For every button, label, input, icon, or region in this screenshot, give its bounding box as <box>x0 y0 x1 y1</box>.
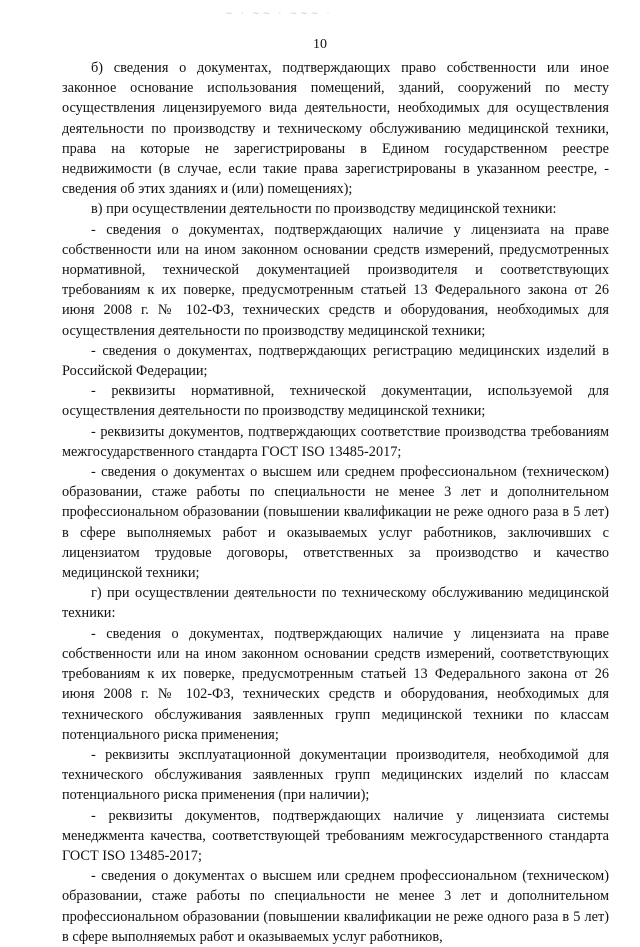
scan-header-artifact: ∼ · ∼∼ · ∼∼∼ · <box>225 8 333 18</box>
paragraph: - сведения о документах, подтверждающих наличие у лицензиата на праве собственности или на ином законном основании средств измерений, предусмотренных нормативной, технической документацией производителя и соответствующих требованиям к их поверке, предусмотренным статьей 13 Федерального закона от 26 июня 2008 г. № 102-ФЗ, технических средств и оборудования, необходимых для осуществления деятельности по производству медицинской техники; <box>62 221 609 339</box>
paragraph: - реквизиты документов, подтверждающих соответствие производства требованиям межгосударственного стандарта ГОСТ ISO 13485-2017; <box>62 423 609 460</box>
paragraph: - реквизиты эксплуатационной документации производителя, необходимой для технического обслуживания заявленных групп медицинских изделий по классам потенциального риска применения (при наличии); <box>62 746 609 804</box>
paragraph: в) при осуществлении деятельности по производству медицинской техники: <box>91 201 557 218</box>
paragraph: г) при осуществлении деятельности по техническому обслуживанию медицинской техники: <box>62 585 609 622</box>
paragraph: - реквизиты документов, подтверждающих наличие у лицензиата системы менеджмента качества, соответствующей требованиям межгосударственного стандарта ГОСТ ISO 13485-2017; <box>62 807 609 864</box>
document-body <box>62 58 609 947</box>
paragraph: - сведения о документах о высшем или среднем профессиональном (техническом) образовании, стаже работы по специальности не менее 3 лет и дополнительном профессиональном образовании (повышении квалификации не реже одного раза в 5 лет) в сфере выполняемых работ и оказываемых услуг работников, <box>62 868 609 945</box>
paragraph: - сведения о документах, подтверждающих регистрацию медицинских изделий в Российской Федерации; <box>62 342 609 380</box>
paragraph: б) сведения о документах, подтверждающих право собственности или иное законное основание использования помещений, зданий, сооружений по месту осуществления лицензируемого вида деятельности, необходимых для осуществления деятельности по производству и техническому обслуживанию медицинской техники, права на которые не зарегистрированы в Едином государственном реестре недвижимости (в случае, если такие права зарегистрированы в указанном реестре, - сведения об этих зданиях и (или) помещениях); <box>62 60 609 198</box>
paragraph: - сведения о документах о высшем или среднем профессиональном (техническом) образовании, стаже работы по специальности не менее 3 лет и дополнительном профессиональном образовании (повышении квалификации не реже одного раза в 5 лет) в сфере выполняемых работ и оказываемых услуг работников, заключивших с лицензиатом трудовые договоры, ответственных за производство и качество медицинской техники; <box>62 464 609 582</box>
paragraph: - реквизиты нормативной, технической документации, используемой для осуществления деятельности по производству медицинской техники; <box>62 383 609 420</box>
page-number: 10 <box>313 37 327 52</box>
paragraph: - сведения о документах, подтверждающих наличие у лицензиата на праве собственности или на ином законном основании средств измерений, соответствующих требованиям к их поверке, предусмотренным статьей 13 Федерального закона от 26 июня 2008 г. № 102-ФЗ, технических средств и оборудования, необходимых для технического обслуживания заявленных групп медицинской техники по классам потенциального риска применения; <box>62 625 609 743</box>
